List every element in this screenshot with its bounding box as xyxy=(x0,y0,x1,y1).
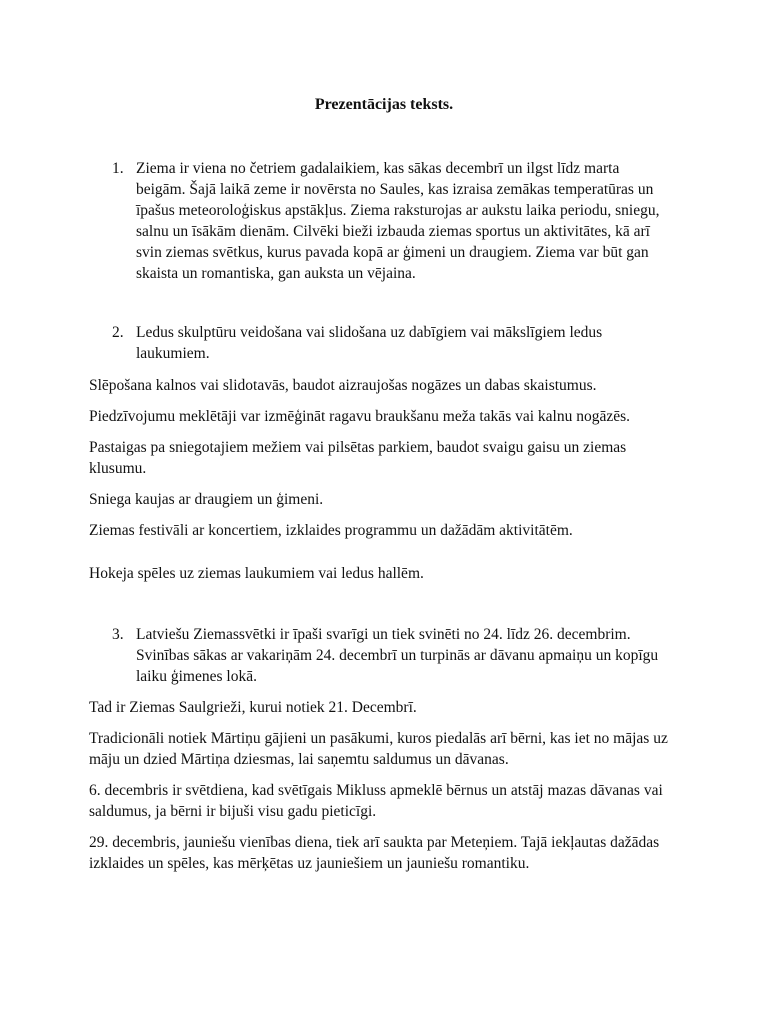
paragraph: Sniega kaujas ar draugiem un ģimeni. xyxy=(89,491,324,508)
list-item-1 xyxy=(112,158,672,284)
list-item-text: Ledus skulptūru veidošana vai slidošana uz dabīgiem vai mākslīgiem ledus laukumiem. xyxy=(136,324,603,362)
list-item-text: Ziema ir viena no četriem gadalaikiem, kas sākas decembrī un ilgst līdz marta beigām. Šajā laikā zeme ir novērsta no Saules, kas izraisa zemākas temperatūras un īpašus meteoroloģiskus apstākļus. Ziema raksturojas ar aukstu laika periodu, sniegu, salnu un īsākām dienām. Cilvēki bieži izbauda ziemas sportus un aktivitātes, kā arī svin ziemas svētkus, kurus pavada kopā ar ģimeni un draugiem. Ziema var būt gan skaista un romantiska, gan auksta un vējaina. xyxy=(136,160,660,282)
list-number: 1. xyxy=(112,160,124,177)
document-title: Prezentācijas teksts. xyxy=(314,96,454,113)
paragraph: Pastaigas pa sniegotajiem mežiem vai pilsētas parkiem, baudot svaigu gaisu un ziemas klusumu. xyxy=(89,439,627,477)
paragraph: Tradicionāli notiek Mārtiņu gājieni un pasākumi, kuros piedalās arī bērni, kas iet no mājas uz māju un dzied Mārtiņa dziesmas, lai saņemtu saldumus un dāvanas. xyxy=(89,730,668,768)
paragraph: Piedzīvojumu meklētāji var izmēģināt ragavu braukšanu meža takās vai kalnu nogāzēs. xyxy=(89,408,631,425)
paragraph: 6. decembris ir svētdiena, kad svētīgais Mikluss apmeklē bērnus un atstāj mazas dāvanas vai saldumus, ja bērni ir bijuši visu gadu pieticīgi. xyxy=(89,782,663,820)
paragraph: Tad ir Ziemas Saulgrieži, kurui notiek 21. Decembrī. xyxy=(89,699,417,716)
list-item-3 xyxy=(112,624,672,687)
list-item-2 xyxy=(112,322,672,364)
paragraph: Slēpošana kalnos vai slidotavās, baudot aizraujošas nogāzes un dabas skaistumus. xyxy=(89,377,597,394)
list-item-text: Latviešu Ziemassvētki ir īpaši svarīgi un tiek svinēti no 24. līdz 26. decembrim. Svinības sākas ar vakariņām 24. decembrī un turpinās ar dāvanu apmaiņu un kopīgu laiku ģimenes lokā. xyxy=(136,626,659,685)
paragraph: 29. decembris, jauniešu vienības diena, tiek arī saukta par Meteņiem. Tajā iekļautas dažādas izklaides un spēles, kas mērķētas uz jauniešiem un jauniešu romantiku. xyxy=(89,834,660,872)
paragraph: Ziemas festivāli ar koncertiem, izklaides programmu un dažādām aktivitātēm. xyxy=(89,522,573,539)
list-number: 3. xyxy=(112,626,124,643)
paragraph: Hokeja spēles uz ziemas laukumiem vai ledus hallēm. xyxy=(89,565,424,582)
list-number: 2. xyxy=(112,324,124,341)
